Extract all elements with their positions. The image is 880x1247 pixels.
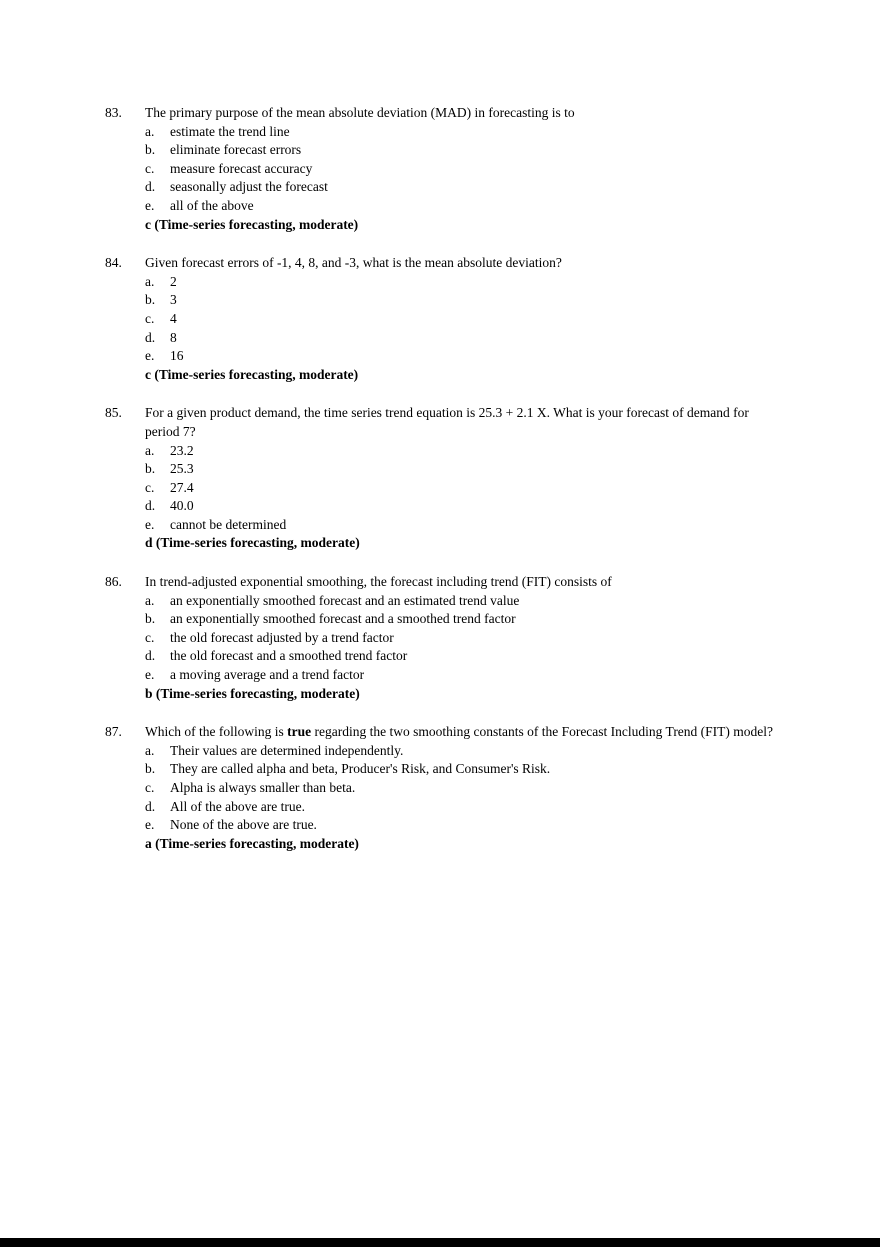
question-number: 83. — [105, 105, 122, 120]
option-letter: e. — [145, 667, 155, 683]
stem-text: Given forecast errors of -1, 4, 8, and -3, what is the mean absolute deviation? — [145, 255, 562, 271]
option-letter: a. — [145, 742, 155, 758]
answer-option — [145, 123, 780, 142]
page-bottom-edge — [0, 1238, 880, 1247]
option-letter: b. — [145, 142, 156, 158]
question-number: 85. — [105, 405, 122, 421]
option-text: measure forecast accuracy — [170, 160, 313, 176]
question-stem — [145, 104, 780, 123]
option-letter: d. — [145, 648, 156, 664]
answer-option — [145, 760, 780, 779]
question-number: 84. — [105, 255, 122, 271]
question-number: 86. — [105, 574, 122, 590]
answer-option — [145, 497, 780, 516]
option-letter: e. — [145, 197, 155, 213]
option-letter: a. — [145, 592, 155, 608]
answer-option — [145, 273, 780, 292]
answer-option — [145, 742, 780, 761]
answer-option — [145, 779, 780, 798]
answer-option — [145, 629, 780, 648]
stem-text: For a given product demand, the time series trend equation is 25.3 + 2.1 X. What is your forecast of demand for period 7? — [145, 405, 749, 439]
option-text: 23.2 — [170, 442, 194, 458]
answer-option — [145, 291, 780, 310]
question-block — [105, 404, 780, 553]
option-letter: e. — [145, 516, 155, 532]
option-text: an exponentially smoothed forecast and an estimated trend value — [170, 592, 520, 608]
answer-option — [145, 442, 780, 461]
question-body — [145, 723, 780, 853]
option-text: 3 — [170, 292, 177, 308]
answer-option — [145, 160, 780, 179]
option-text: 16 — [170, 348, 184, 364]
stem-text: regarding the two smoothing constants of the Forecast Including Trend (FIT) model? — [311, 724, 774, 740]
question-stem — [145, 573, 780, 592]
question-block — [105, 573, 780, 703]
option-text: the old forecast and a smoothed trend factor — [170, 648, 408, 664]
option-text: Alpha is always smaller than beta. — [170, 780, 356, 795]
answer-option — [145, 610, 780, 629]
option-letter: d. — [145, 329, 156, 345]
option-text: 2 — [170, 273, 177, 289]
stem-text: The primary purpose of the mean absolute deviation (MAD) in forecasting is to — [145, 105, 575, 120]
stem-text-bold: true — [287, 724, 312, 740]
answer-option — [145, 798, 780, 817]
option-text: 8 — [170, 329, 177, 345]
option-letter: c. — [145, 629, 155, 645]
answer-option — [145, 178, 780, 197]
option-list — [145, 123, 780, 216]
answer-option — [145, 516, 780, 535]
option-text: They are called alpha and beta, Producer's Risk, and Consumer's Risk. — [170, 761, 551, 777]
option-list — [145, 592, 780, 685]
answer-option — [145, 460, 780, 479]
option-letter: b. — [145, 611, 156, 627]
option-letter: c. — [145, 160, 155, 176]
option-text: the old forecast adjusted by a trend factor — [170, 629, 394, 645]
question-stem — [145, 723, 780, 742]
option-text: 25.3 — [170, 461, 194, 477]
option-text: Their values are determined independently. — [170, 742, 404, 758]
question-body — [145, 404, 780, 553]
stem-text: Which of the following is — [145, 724, 288, 740]
answer-line: c (Time-series forecasting, moderate) — [145, 216, 359, 232]
option-text: 27.4 — [170, 479, 194, 495]
option-letter: c. — [145, 780, 155, 795]
option-letter: b. — [145, 292, 156, 308]
answer-option — [145, 310, 780, 329]
option-letter: e. — [145, 348, 155, 364]
option-text: None of the above are true. — [170, 817, 317, 833]
option-text: cannot be determined — [170, 516, 287, 532]
answer-option — [145, 347, 780, 366]
option-text: All of the above are true. — [170, 798, 305, 814]
option-letter: a. — [145, 442, 155, 458]
stem-text: In trend-adjusted exponential smoothing, the forecast including trend (FIT) consists of — [145, 574, 612, 590]
option-letter: d. — [145, 179, 156, 195]
question-number: 87. — [105, 724, 122, 740]
question-list — [105, 104, 780, 873]
answer-line: b (Time-series forecasting, moderate) — [145, 685, 360, 701]
answer-option — [145, 329, 780, 348]
option-letter: e. — [145, 817, 155, 833]
option-list — [145, 742, 780, 835]
answer-line: d (Time-series forecasting, moderate) — [145, 535, 360, 551]
option-letter: a. — [145, 123, 155, 139]
option-text: all of the above — [170, 197, 254, 213]
option-text: estimate the trend line — [170, 123, 290, 139]
answer-line: c (Time-series forecasting, moderate) — [145, 366, 359, 382]
option-text: an exponentially smoothed forecast and a smoothed trend factor — [170, 611, 516, 627]
option-letter: b. — [145, 461, 156, 477]
option-letter: d. — [145, 798, 156, 814]
question-block — [105, 723, 780, 853]
question-body — [145, 254, 780, 384]
option-letter: d. — [145, 498, 156, 514]
option-list — [145, 273, 780, 366]
option-text: seasonally adjust the forecast — [170, 179, 328, 195]
option-letter: c. — [145, 479, 155, 495]
question-stem — [145, 254, 780, 273]
answer-option — [145, 141, 780, 160]
option-list — [145, 442, 780, 535]
answer-line: a (Time-series forecasting, moderate) — [145, 835, 359, 851]
option-text: a moving average and a trend factor — [170, 667, 365, 683]
question-block — [105, 104, 780, 234]
option-letter: a. — [145, 273, 155, 289]
option-text: 40.0 — [170, 498, 194, 514]
question-block — [105, 254, 780, 384]
option-text: 4 — [170, 310, 177, 326]
option-letter: c. — [145, 310, 155, 326]
answer-option — [145, 197, 780, 216]
answer-option — [145, 666, 780, 685]
question-stem — [145, 404, 780, 441]
question-body — [145, 104, 780, 234]
answer-option — [145, 479, 780, 498]
option-text: eliminate forecast errors — [170, 142, 302, 158]
answer-option — [145, 647, 780, 666]
option-letter: b. — [145, 761, 156, 777]
answer-option — [145, 592, 780, 611]
answer-option — [145, 816, 780, 835]
question-body — [145, 573, 780, 703]
